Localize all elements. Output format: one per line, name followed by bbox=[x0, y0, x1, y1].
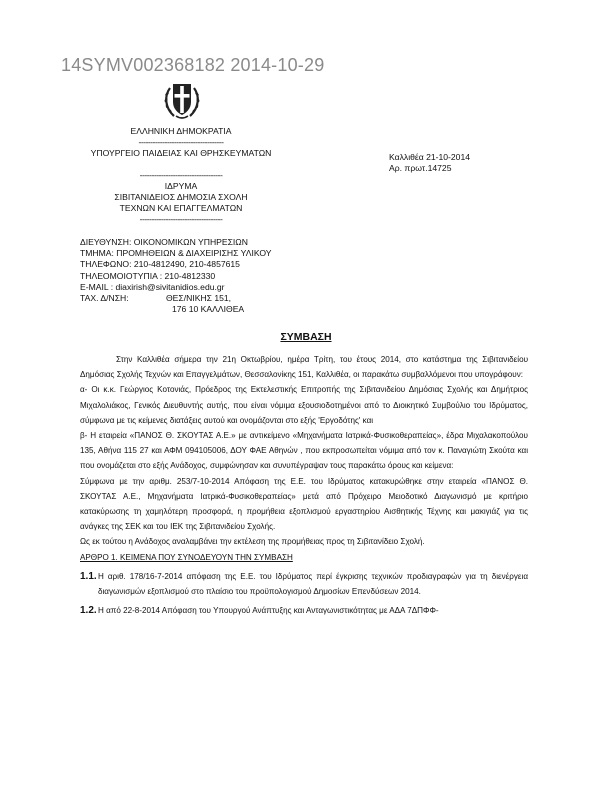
email: E-MAIL : diaxirish@sivitanidios.edu.gr bbox=[80, 281, 225, 292]
separator-dots: ----------------------------------- bbox=[139, 170, 223, 180]
address-label: ΤΑΧ. Δ/ΝΣΗ: bbox=[80, 293, 129, 304]
article-heading: ΑΡΘΡΟ 1. ΚΕΙΜΕΝΑ ΠΟΥ ΣΥΝΟΔΕΥΟΥΝ ΤΗΝ ΣΥΜΒΑΣΗ bbox=[80, 552, 293, 562]
fax: ΤΗΛΕΟΜΟΙΟΤΥΠΙΑ : 210-4812330 bbox=[80, 270, 216, 281]
address bbox=[80, 293, 271, 304]
greek-coat-of-arms-icon bbox=[162, 78, 202, 120]
item-text: Η από 22-8-2014 Απόφαση του Υπουργού Ανάπτυξης και Ανταγωνιστικότητας με ΑΔΑ 7ΔΠΦΦ- bbox=[98, 606, 439, 616]
phone: ΤΗΛΕΦΩΝΟ: 210-4812490, 210-4857615 bbox=[80, 259, 240, 270]
contract-body bbox=[80, 352, 528, 618]
party-a-paragraph: α- Οι κ.κ. Γεώργιος Κοτονιάς, Πρόεδρος της Εκτελεστικής Επιτροπής της Σιβιτανιδείου Δημόσιας Σχολής και Δημήτριος Μιχαλολιάκος, Γενικός Διευθυντής αυτής, που είναι νόμιμα εξουσιοδοτημένοι από το Διοικητικό Συμβούλιο του Ιδρύματος, σύμφωνα με τις κείμενες διατάξεις αυτού και ονομάζονται στο εξής 'Εργοδότης' και bbox=[80, 385, 528, 425]
country-name: ΕΛΛΗΝΙΚΗ ΔΗΜΟΚΡΑΤΙΑ bbox=[130, 126, 232, 136]
document-title: ΣΥΜΒΑΣΗ bbox=[280, 331, 332, 343]
foundation-line: ΙΔΡΥΜΑ bbox=[164, 181, 198, 191]
foundation-line: ΣΙΒΙΤΑΝΙΔΕΙΟΣ ΔΗΜΟΣΙΑ ΣΧΟΛΗ bbox=[114, 192, 248, 202]
item-number: 1.2. bbox=[80, 605, 97, 617]
intro-paragraph: Στην Καλλιθέα σήμερα την 21η Οκτωβρίου, ημέρα Τρίτη, του έτους 2014, στο κατάστημα της Σιβιτανιδείου Δημόσιας Σχολής Τεχνών και Επαγγελμάτων, Θεσσαλονίκης 151, Καλλιθέα, οι παρακάτω συμβαλλόμενοι που υπογράφουν: bbox=[80, 355, 528, 380]
separator-dots: ----------------------------------- bbox=[139, 214, 223, 224]
agreement-paragraph: Σύμφωνα με την αριθμ. 253/7-10-2014 Απόφαση της Ε.Ε. του Ιδρύματος κατακυρώθηκε στην εταιρεία «ΠΑΝΟΣ Θ. ΣΚΟΥΤΑΣ Α.Ε., Μηχανήματα Ιατρικά-Φυσικοθεραπείας» μετά από Πρόχειρο Μειοδοτικό Διαγωνισμό με κριτήριο κατακύρωσης τη χαμηλότερη προσφορά, η προμήθεια εξοπλισμού εργαστηρίου Αισθητικής Τέχνης και μακιγιάζ για τις ανάγκες της ΣΕΚ και του ΙΕΚ της Σιβιτανιδείου Σχολής. bbox=[80, 476, 528, 532]
directorate: ΔΙΕΥΘΥΝΣΗ: ΟΙΚΟΝΟΜΙΚΩΝ ΥΠΗΡΕΣΙΩΝ bbox=[80, 237, 248, 247]
item-number: 1.1. bbox=[80, 570, 97, 582]
protocol-number: Αρ. πρωτ.14725 bbox=[389, 163, 452, 173]
contact-block bbox=[80, 237, 271, 315]
foundation-line: ΤΕΧΝΩΝ ΚΑΙ ΕΠΑΓΓΕΛΜΑΤΩΝ bbox=[119, 203, 243, 213]
article-item bbox=[80, 603, 528, 618]
item-text: Η αριθ. 178/16-7-2014 απόφαση της Ε.Ε. του Ιδρύματος περί έγκρισης τεχνικών προδιαγραφών για τη διενέργεια διαγωνισμών εξοπλισμού στο πλαίσιο του προϋπολογισμού Δημοσίων Επενδύσεων 2014. bbox=[98, 571, 528, 597]
ada-code: 14SYMV002368182 2014-10-29 bbox=[61, 55, 325, 75]
address-line-2: 176 10 ΚΑΛΛΙΘΕΑ bbox=[172, 304, 245, 315]
party-b-paragraph: β- Η εταιρεία «ΠΑΝΟΣ Θ. ΣΚΟΥΤΑΣ Α.Ε.» με αντικείμενο «Μηχανήματα Ιατρικά-Φυσικοθεραπείας», έδρα Μιχαλακοπούλου 135, Αθήνα 115 27 και ΑΦΜ 094105006, ΔΟΥ ΦΑΕ Αθηνών , που εκπροσωπείται νόμιμα από τον κ. Παναγιώτη Σκούτα και που ονομάζεται στο εξής Ανάδοχος, συμφώνησαν και συνυπέγραψαν τους παρακάτω όρους και κείμενα: bbox=[80, 431, 528, 471]
separator-dots: ------------------------------------ bbox=[138, 137, 224, 147]
department: ΤΜΗΜΑ: ΠΡΟΜΗΘΕΙΩΝ & ΔΙΑΧΕΙΡΙΣΗΣ ΥΛΙΚΟΥ bbox=[80, 248, 272, 259]
address-line-1: ΘΕΣ/ΝΙΚΗΣ 151, bbox=[166, 293, 232, 304]
place-date: Καλλιθέα 21-10-2014 bbox=[389, 152, 471, 162]
ministry-name: ΥΠΟΥΡΓΕΙΟ ΠΑΙΔΕΙΑΣ ΚΑΙ ΘΡΗΣΚΕΥΜΑΤΩΝ bbox=[90, 148, 272, 158]
contractor-paragraph: Ως εκ τούτου η Ανάδοχος αναλαμβάνει την εκτέλεση της προμήθειας προς τη Σιβιτανίδειο Σχολή. bbox=[80, 537, 425, 547]
issuer-header bbox=[70, 126, 292, 225]
article-item bbox=[80, 569, 528, 599]
date-protocol-block bbox=[389, 152, 470, 174]
